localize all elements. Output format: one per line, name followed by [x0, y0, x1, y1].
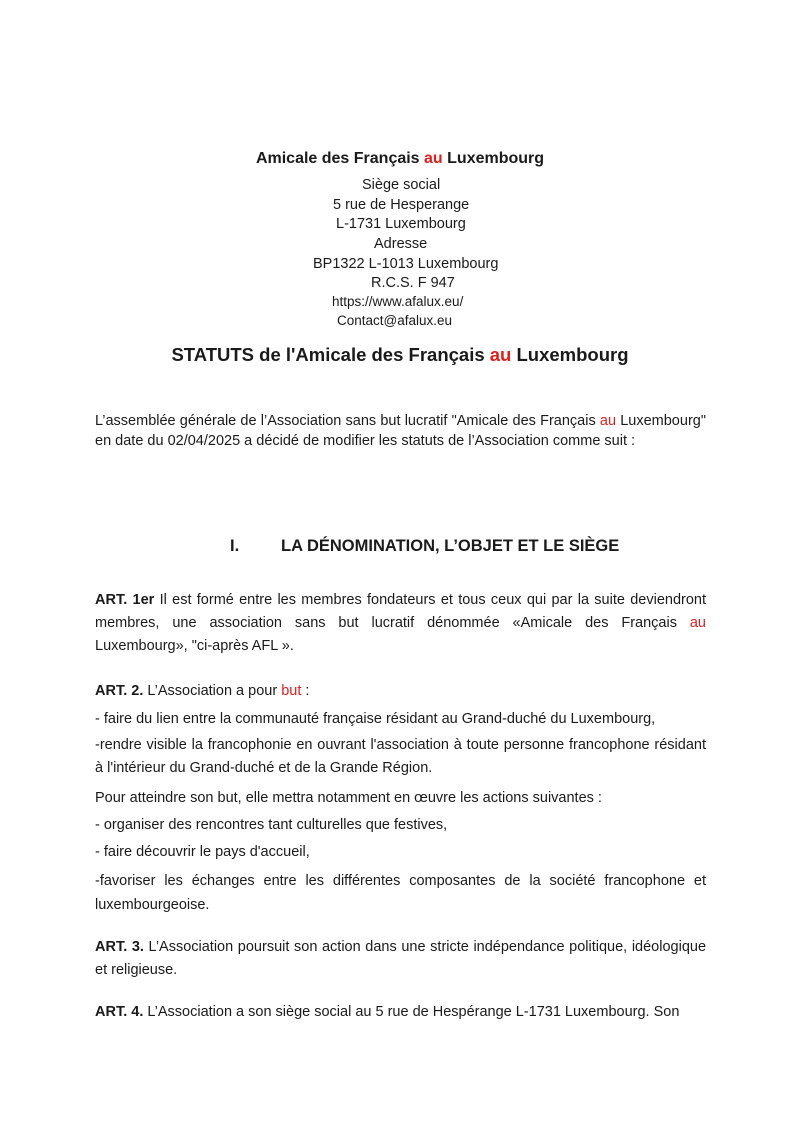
title-after: Luxembourg — [511, 344, 629, 365]
art2-item: - faire du lien entre la communauté française résidant au Grand-duché du Luxembourg, — [95, 711, 656, 727]
art1-text-after: Luxembourg», "ci-après AFL ». — [95, 638, 294, 654]
art2-item: - organiser des rencontres tant culturelles que festives, — [95, 817, 448, 833]
art4-label: ART. 4. — [95, 1004, 144, 1020]
intro-text-after: Luxembourg" en date du 02/04/2025 a décidé de modifier les statuts de l’Association comme suit : — [95, 413, 706, 449]
art2-intro-before: L’Association a pour — [143, 683, 282, 699]
art3-text: L’Association poursuit son action dans une stricte indépendance politique, idéologique et religieuse. — [95, 939, 707, 978]
art2-item: - faire découvrir le pays d'accueil, — [95, 844, 310, 860]
art3-label: ART. 3. — [95, 939, 144, 955]
section-name: LA DÉNOMINATION, L’OBJET ET LE SIÈGE — [281, 537, 620, 555]
title-before: STATUTS de l'Amicale des Français — [171, 344, 490, 365]
document-title — [0, 343, 800, 367]
art4-text: L’Association a son siège social au 5 rue de Hespérange L-1731 Luxembourg. Son — [143, 1004, 680, 1020]
website-link[interactable]: https://www.afalux.eu/ — [332, 294, 464, 309]
org-name-highlight: au — [424, 150, 443, 167]
art2-item: Pour atteindre son but, elle mettra notamment en œuvre les actions suivantes : — [95, 790, 602, 806]
intro-text-before: L’assemblée générale de l’Association sans but lucratif "Amicale des Français — [95, 413, 600, 429]
org-name-before: Amicale des Français — [255, 150, 425, 167]
article-2 — [95, 681, 706, 701]
postal-address: BP1322 L-1013 Luxembourg — [313, 256, 499, 272]
organization-name — [0, 149, 800, 169]
intro-paragraph — [95, 411, 706, 451]
article-1 — [95, 589, 706, 658]
art2-item: -rendre visible la francophonie en ouvrant l'association à toute personne francophone résidant à l'intérieur du Grand-duché et de la Grande Région. — [95, 737, 706, 776]
art1-highlight: au — [689, 615, 706, 631]
siege-label: Siège social — [362, 177, 441, 193]
art2-label: ART. 2. — [95, 683, 144, 699]
rcs-number: R.C.S. F 947 — [371, 275, 455, 291]
art2-intro-highlight: but — [281, 683, 302, 699]
article-4 — [95, 1002, 706, 1022]
art1-label: ART. 1er — [95, 592, 155, 608]
section-number: I. — [230, 537, 240, 555]
street-address: 5 rue de Hesperange — [333, 197, 470, 213]
title-highlight: au — [489, 344, 512, 365]
city-address: L-1731 Luxembourg — [336, 216, 466, 232]
article-3 — [95, 936, 706, 982]
org-name-after: Luxembourg — [442, 150, 545, 167]
art1-text-before: Il est formé entre les membres fondateurs et tous ceux qui par la suite deviendront membres, une association sans but lucratif dénommée «Amicale des Français — [95, 592, 706, 631]
art2-intro-after: : — [301, 683, 310, 699]
art2-item: -favoriser les échanges entre les différentes composantes de la société francophone et luxembourgeoise. — [95, 873, 706, 913]
intro-highlight: au — [599, 413, 617, 429]
adresse-label: Adresse — [374, 236, 428, 252]
contact-email[interactable]: Contact@afalux.eu — [337, 313, 453, 328]
